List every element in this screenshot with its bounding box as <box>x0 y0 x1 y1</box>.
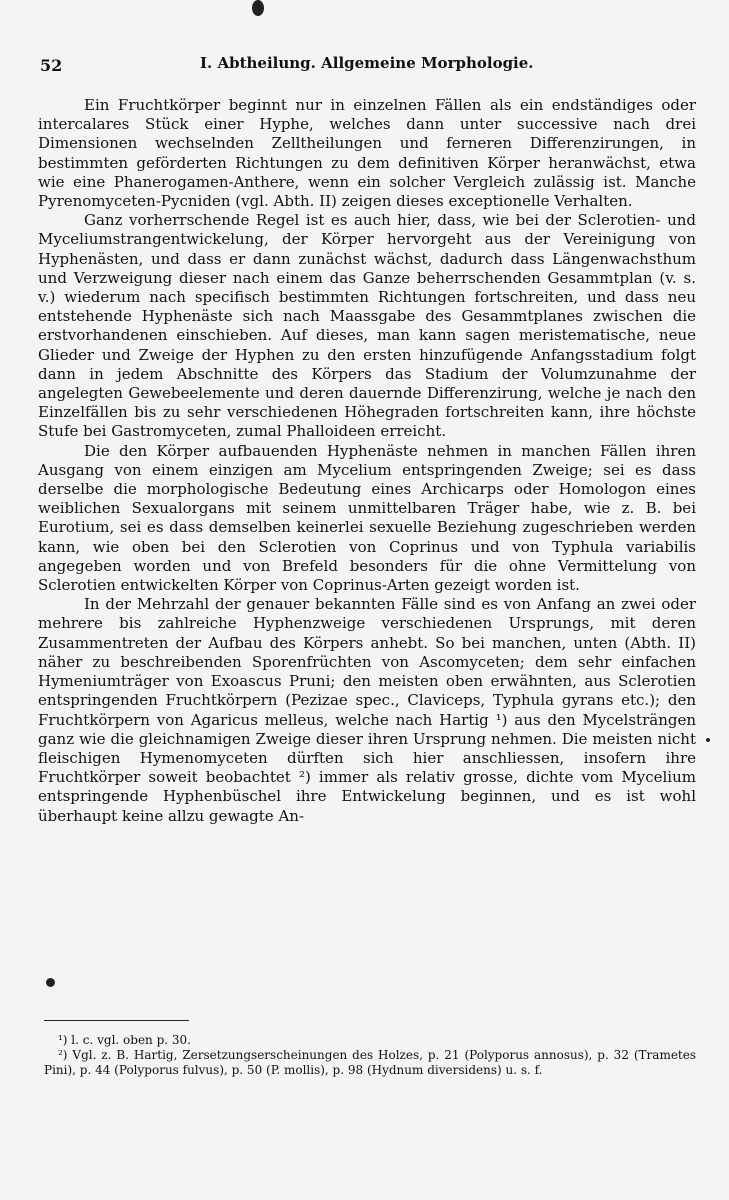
paragraph: Die den Körper aufbauenden Hyphenäste nehmen in manchen Fällen ihren Ausgang von einem einzigen am Mycelium entspringenden Zweige; sei es dass derselbe die morphologische Bedeutung eines Archicarps oder Homologon eines weiblichen Sexualorgans mit seinem unmittelbaren Träger habe, wie z. B. bei Eurotium, sei es dass demselben keinerlei sexuelle Beziehung zugeschrieben werden kann, wie oben bei den Sclerotien von Coprinus und von Typhula variabilis angegeben worden und von Brefeld besonders für die ohne Vermittelung von Sclerotien entwickelten Körper von Coprinus-Arten gezeigt worden ist. <box>38 441 696 595</box>
paragraph: Ein Fruchtkörper beginnt nur in einzelnen Fällen als ein endständiges oder intercalares Stück einer Hyphe, welches dann unter successive nach drei Dimensionen wechselnden Zelltheilungen und ferneren Differenzirungen, in bestimmten geförderten Richtungen zu dem definitiven Körper heranwächst, etwa wie eine Phanerogamen-Anthere, wenn ein solcher Vergleich zulässig ist. Manche Pyrenomyceten-Pycniden (vgl. Abth. II) zeigen dieses exceptionelle Verhalten. <box>38 96 696 211</box>
footnote: ²) Vgl. z. B. Hartig, Zersetzungserscheinungen des Holzes, p. 21 (Polyporus annosus), p. 32 (Trametes Pini), p. 44 (Polyporus fulvus), p. 50 (P. mollis), p. 98 (Hydnum diversidens) u. s. f. <box>44 1048 696 1077</box>
ink-blot <box>706 738 710 742</box>
running-header <box>40 54 689 80</box>
paragraph: Ganz vorherrschende Regel ist es auch hier, dass, wie bei der Sclerotien- und Myceliumstrangentwickelung, der Körper hervorgeht aus der Vereinigung von Hyphenästen, und dass er dann zunächst wächst, dadurch dass Längenwachsthum und Verzweigung dieser nach einem das Ganze beherrschenden Gesammtplan (v. s. v.) wiederum nach specifisch bestimmten Richtungen fortschreiten, und dass neu entstehende Hyphenäste sich nach Maassgabe des Gesammtplanes zwischen die erstvorhandenen einschieben. Auf dieses, man kann sagen meristematische, neue Glieder und Zweige der Hyphen zu den ersten hinzufügende Anfangsstadium folgt dann in jedem Abschnitte des Körpers das Stadium der Volumzunahme der angelegten Gewebeelemente und deren dauernde Differenzirung, welche je nach den Einzelfällen bis zu sehr verschiedenen Höhegraden fortschreiten kann, ihre höchste Stufe bei Gastromyceten, zumal Phalloideen erreicht. <box>38 211 696 441</box>
body-text <box>38 96 696 826</box>
ink-blot <box>46 978 55 987</box>
ink-blot <box>252 0 264 16</box>
footnote-divider <box>44 1020 189 1021</box>
footnote: ¹) l. c. vgl. oben p. 30. <box>58 1033 191 1047</box>
page-number: 52 <box>40 56 63 75</box>
running-title: I. Abtheilung. Allgemeine Morphologie. <box>200 54 534 72</box>
footnotes <box>44 1033 696 1078</box>
paragraph: In der Mehrzahl der genauer bekannten Fälle sind es von Anfang an zwei oder mehrere bis zahlreiche Hyphenzweige verschiedenen Ursprungs, mit deren Zusammentreten der Aufbau des Körpers anhebt. So bei manchen, unten (Abth. II) näher zu beschreibenden Sporenfrüchten von Ascomyceten; dem sehr einfachen Hymeniumträger von Exoascus Pruni; den meisten oben erwähnten, aus Sclerotien entspringenden Fruchtkörpern (Pezizae spec., Claviceps, Typhula gyrans etc.); den Fruchtkörpern von Agaricus melleus, welche nach Hartig ¹) aus den Mycelsträngen ganz wie die gleichnamigen Zweige dieser ihren Ursprung nehmen. Die meisten nicht fleischigen Hymenomyceten dürften sich hier anschliessen, insofern ihre Fruchtkörper soweit beobachtet ²) immer als relativ grosse, dichte vom Mycelium entspringende Hyphenbüschel ihre Entwickelung beginnen, und es ist wohl überhaupt keine allzu gewagte An- <box>38 595 696 825</box>
